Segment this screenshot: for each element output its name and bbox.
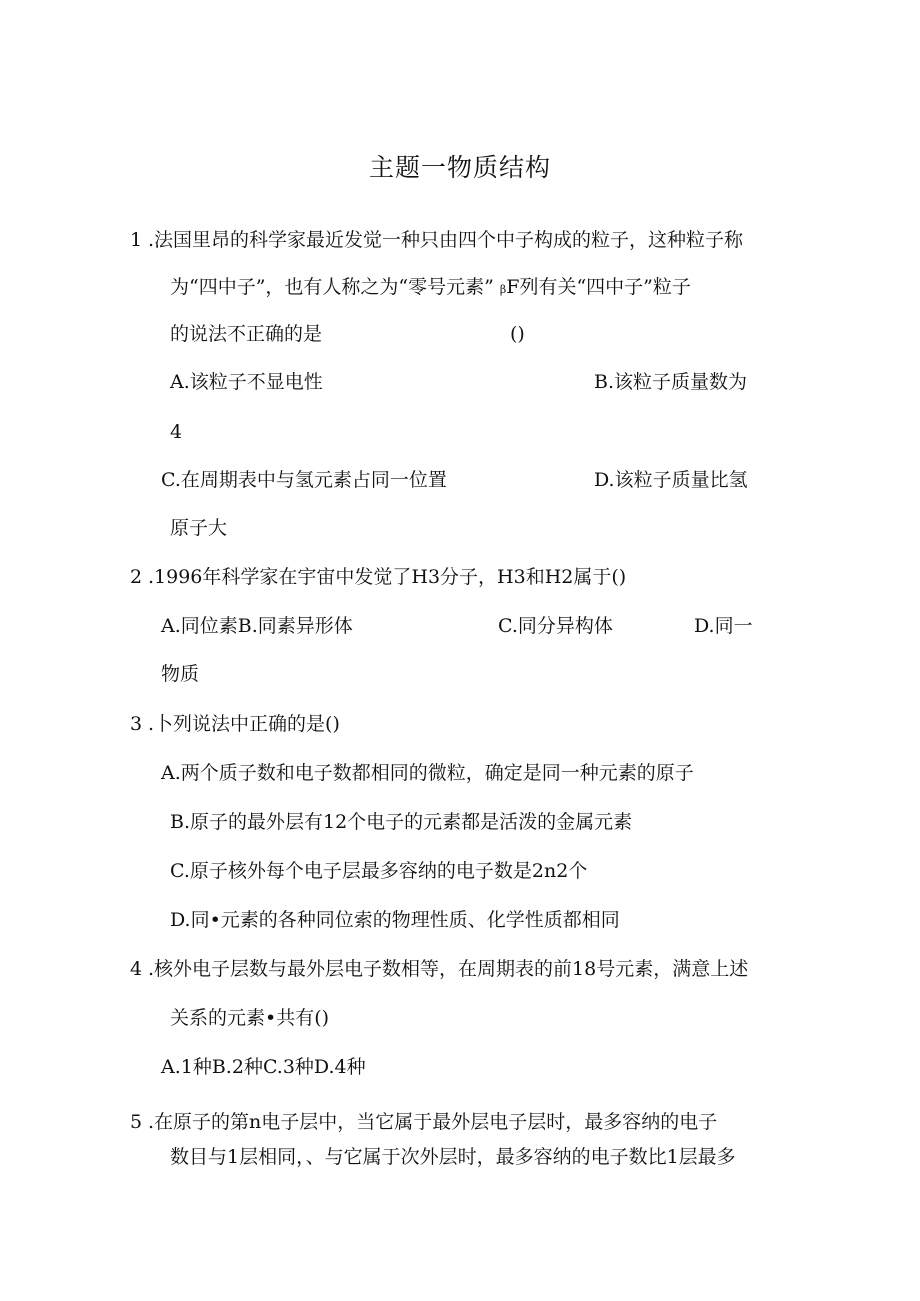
page-title: 主题一物质结构 <box>368 153 551 182</box>
question-3-number: 3 <box>130 713 143 735</box>
question-4-options: A.1种B.2种C.3种D.4种 <box>161 1056 366 1078</box>
question-5-line-1: .在原子的第n电子层中，当它属于最外层电子层时，最多容纳的电子 <box>148 1111 718 1133</box>
question-4-line-2: 关系的元素•共有() <box>170 1007 330 1029</box>
question-4-line-1: .核外电子层数与最外层电子数相等，在周期表的前18号元素，满意上述 <box>148 958 749 980</box>
question-2-option-d: D.同一 <box>694 615 753 637</box>
question-1-option-a: A.该粒子不显电性 <box>170 371 323 393</box>
question-1-line-2a: 为“四中子”，也有人称之为“零号元素” <box>170 276 494 298</box>
question-1-line-1: .法国里昂的科学家最近发觉一种只由四个中子构成的粒子，这种粒子称 <box>148 229 744 251</box>
question-1-line-2c: F列有关“四中子”粒子 <box>506 276 691 298</box>
question-1-option-d-cont: 原子大 <box>170 517 228 539</box>
question-2-option-c: C.同分异构体 <box>498 615 613 637</box>
question-2-number: 2 <box>130 566 143 588</box>
question-3-option-d: D.同•元素的各种同位索的物理性质、化学性质都相同 <box>170 909 620 931</box>
question-1-line-3: 的说法不正确的是 <box>170 323 323 345</box>
question-2-option-d-cont: 物质 <box>161 663 200 685</box>
question-1-answer-paren: () <box>510 323 525 345</box>
question-4-number: 4 <box>130 958 143 980</box>
question-1-line-2b: β <box>499 283 507 296</box>
question-3-option-a: A.两个质子数和电子数都相同的微粒，确定是同一种元素的原子 <box>161 762 694 784</box>
question-1-line-2 <box>170 275 691 302</box>
question-1-option-b: B.该粒子质量数为 <box>594 371 748 393</box>
question-3-line-1: .卜列说法中正确的是() <box>148 713 340 735</box>
question-3-option-c: C.原子核外每个电子层最多容纳的电子数是2n2个 <box>170 860 588 882</box>
question-1-option-d: D.该粒子质量比氢 <box>594 469 748 491</box>
question-2-line-1: .1996年科学家在宇宙中发觉了H3分子，H3和H2属于() <box>148 566 627 588</box>
question-1-option-c: C.在周期表中与氢元素占同一位置 <box>161 469 447 491</box>
question-5-line-2: 数目与1层相同，、与它属于次外层时，最多容纳的电子数比1层最多 <box>170 1146 736 1168</box>
question-3-option-b: B.原子的最外层有12个电子的元素都是活泼的金属元素 <box>170 811 633 833</box>
question-2-option-ab: A.同位素B.同素异形体 <box>161 615 353 637</box>
question-5-number: 5 <box>130 1111 143 1133</box>
question-1-number: 1 <box>130 229 143 251</box>
question-1-option-b-cont: 4 <box>170 421 183 443</box>
